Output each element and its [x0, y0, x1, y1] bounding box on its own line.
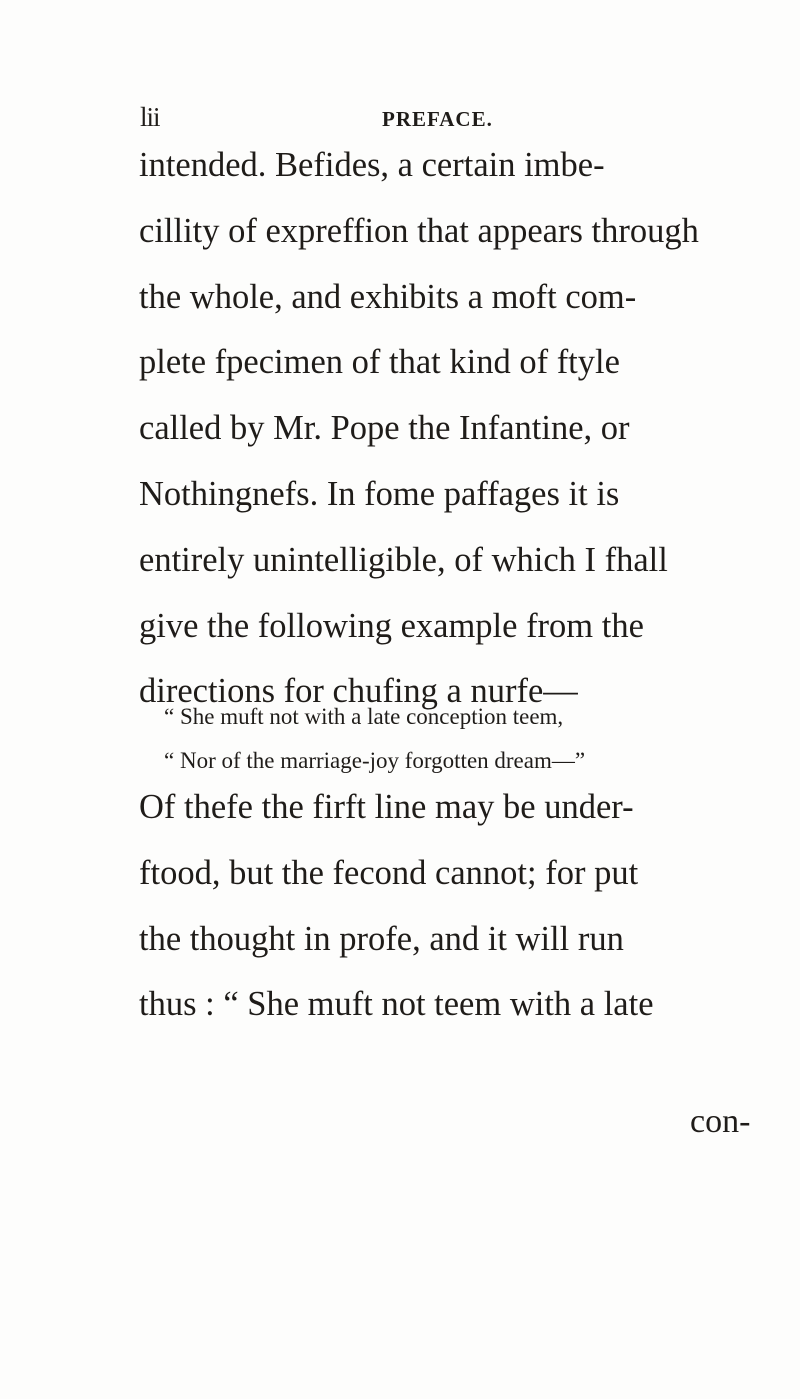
text-line: directions for chufing a nurfe— [139, 672, 578, 711]
text-line: plete fpecimen of that kind of ftyle [139, 343, 620, 382]
text-line: give the following example from the [139, 606, 644, 645]
text-line: the whole, and exhibits a moft com- [139, 277, 637, 316]
text-line: ftood, but the fecond cannot; for put [139, 853, 639, 892]
text-line: intended. Befides, a certain imbe- [139, 146, 605, 184]
text-line: Of thefe the firft line may be under- [139, 788, 634, 826]
quotation-line: “ She muft not with a late conception teem, [164, 704, 564, 729]
catchword: con- [690, 1103, 751, 1140]
text-line: cillity of expreffion that appears through [139, 211, 699, 250]
running-head: PREFACE. [382, 107, 493, 131]
page-number: lii [140, 102, 160, 132]
paragraph-2 [139, 775, 779, 1038]
paragraph-1 [139, 133, 779, 725]
text-line: the thought in profe, and it will run [139, 919, 624, 958]
block-quotation [164, 695, 764, 783]
text-line: thus : “ She muft not teem with a late [139, 985, 654, 1024]
text-line: called by Mr. Pope the Infantine, or [139, 409, 630, 448]
quotation-line: “ Nor of the marriage-joy forgotten dream—” [164, 748, 586, 773]
text-line: Nothingnefs. In fome paffages it is [139, 474, 620, 513]
text-line: entirely unintelligible, of which I fhall [139, 540, 668, 579]
